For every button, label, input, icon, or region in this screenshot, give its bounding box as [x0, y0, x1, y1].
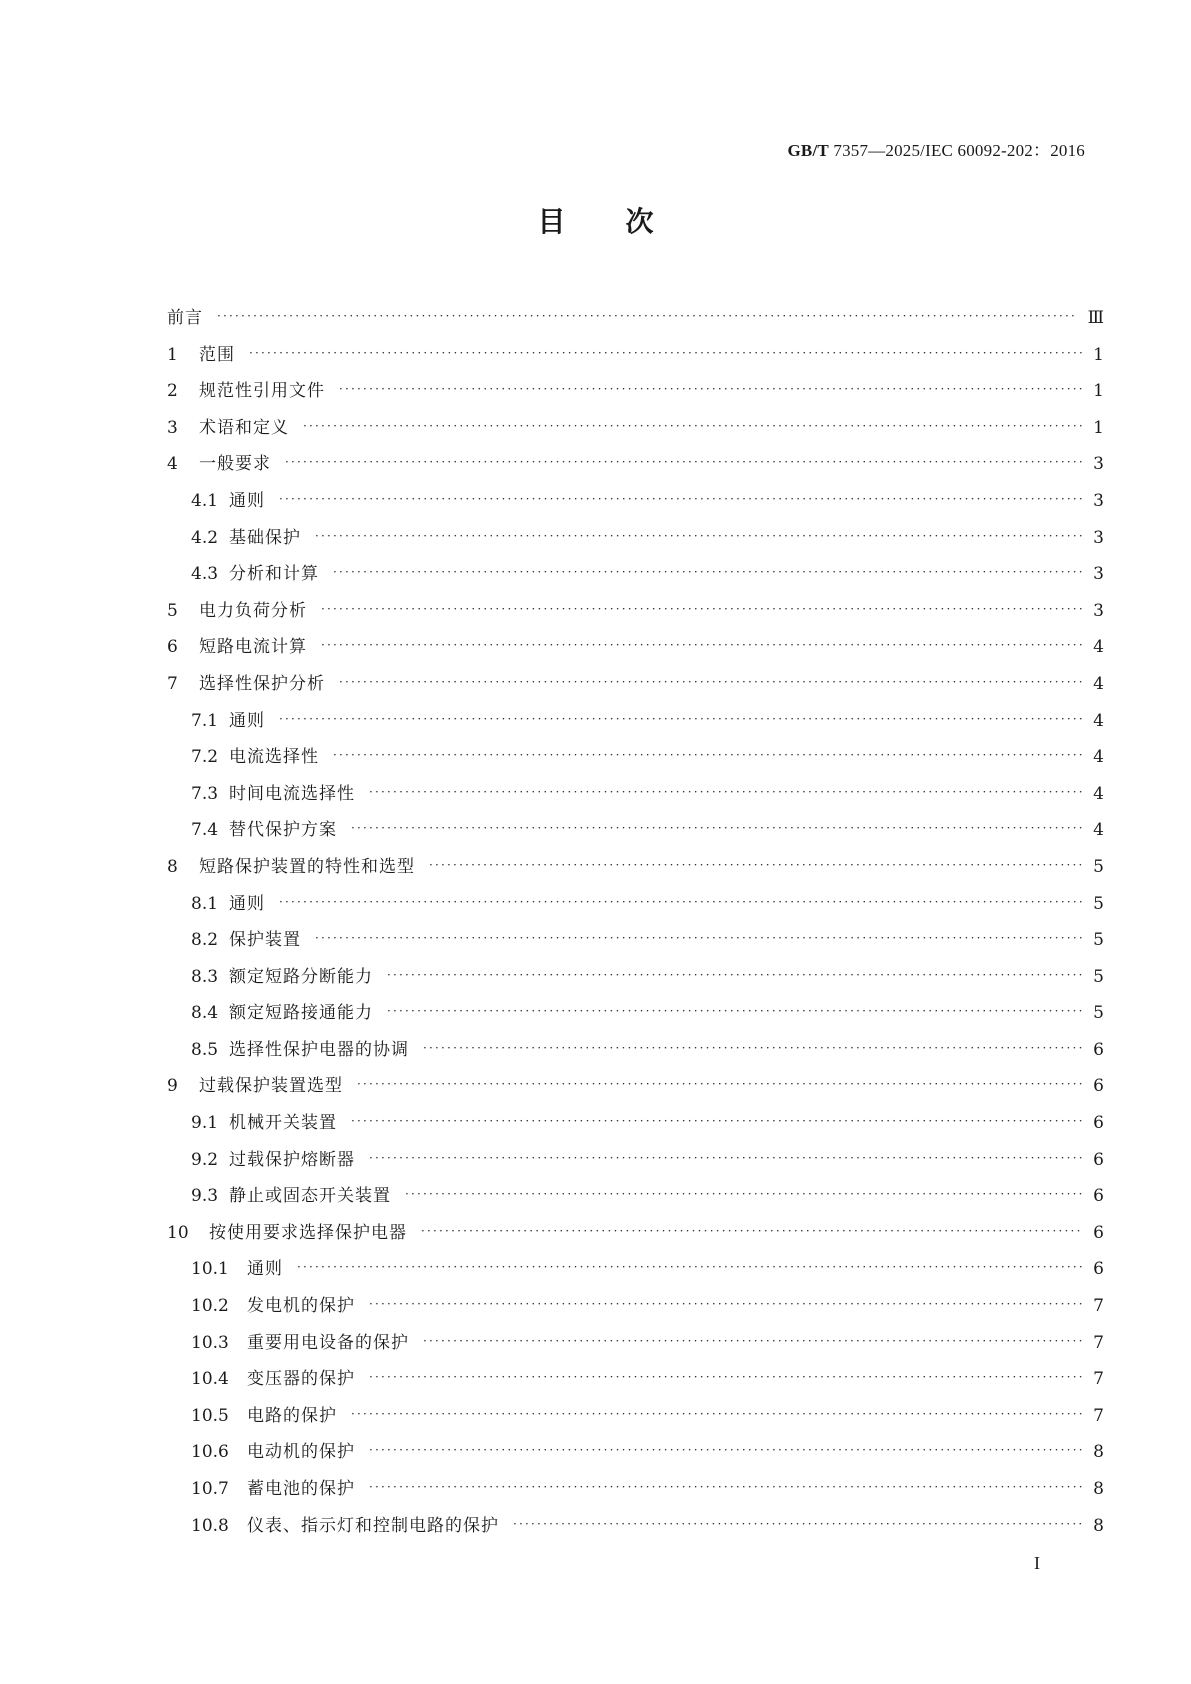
toc-entry-number: 7.3 [191, 783, 219, 804]
toc-leader-dots [369, 1297, 1082, 1311]
toc-entry-number: 10.2 [191, 1296, 229, 1317]
toc-entry-title: 前言 [167, 308, 203, 328]
toc-leader-dots [423, 1041, 1082, 1055]
toc-entry[interactable] [167, 376, 1104, 413]
toc-entry-number: 6 [167, 637, 178, 658]
toc-leader-dots [387, 968, 1082, 982]
toc-entry-page: 8 [1093, 1515, 1104, 1536]
toc-leader-dots [321, 602, 1082, 616]
toc-entry-page: 6 [1093, 1113, 1104, 1134]
toc-leader-dots [369, 1443, 1082, 1457]
toc-entry-number: 8.1 [191, 893, 219, 914]
toc-entry-title: 重要用电设备的保护 [247, 1332, 409, 1353]
toc-entry-number: 4.3 [191, 564, 219, 585]
toc-entry-page: 7 [1093, 1405, 1104, 1426]
toc-leader-dots [303, 419, 1082, 433]
toc-entry[interactable] [167, 998, 1104, 1035]
toc-entry-number: 4.1 [191, 490, 219, 511]
toc-entry-number: 5 [167, 600, 178, 621]
toc-leader-dots [429, 858, 1082, 872]
toc-entry-page: 6 [1093, 1076, 1104, 1097]
toc-entry[interactable] [167, 815, 1104, 852]
toc-entry-number: 9.2 [191, 1149, 219, 1170]
toc-entry[interactable] [167, 962, 1104, 999]
toc-entry-page: 6 [1093, 1222, 1104, 1243]
toc-entry-title: 机械开关装置 [229, 1113, 337, 1134]
toc-entry[interactable] [167, 669, 1104, 706]
toc-leader-dots [351, 821, 1082, 835]
toc-entry-page: 4 [1093, 747, 1104, 768]
toc-entry-title: 额定短路接通能力 [229, 1003, 373, 1024]
toc-entry-number: 7.2 [191, 747, 219, 768]
toc-entry-page: 8 [1093, 1479, 1104, 1499]
toc-entry-title: 静止或固态开关装置 [229, 1186, 391, 1207]
toc-leader-dots [369, 1151, 1082, 1165]
toc-entry-title: 通则 [229, 490, 265, 511]
toc-entry[interactable] [167, 1511, 1104, 1548]
toc-entry[interactable] [167, 559, 1104, 596]
toc-leader-dots [279, 492, 1082, 506]
toc-entry-title: 按使用要求选择保护电器 [209, 1222, 407, 1243]
toc-entry-page: 5 [1093, 930, 1104, 951]
toc-leader-dots [387, 1004, 1082, 1018]
toc-entry-title: 选择性保护分析 [199, 673, 325, 694]
toc-leader-dots [339, 675, 1082, 689]
toc-entry-title: 替代保护方案 [229, 820, 337, 841]
toc-entry-title: 分析和计算 [229, 564, 319, 585]
toc-entry-title: 选择性保护电器的协调 [229, 1039, 409, 1060]
toc-leader-dots [369, 1480, 1082, 1494]
toc-entry-number: 1 [167, 344, 178, 365]
toc-entry[interactable] [167, 742, 1104, 779]
toc-entry-number: 9.1 [191, 1113, 219, 1134]
toc-entry-page: 8 [1093, 1442, 1104, 1463]
toc-entry-title: 通则 [229, 710, 265, 731]
toc-leader-dots [357, 1077, 1082, 1091]
toc-entry-title: 变压器的保护 [247, 1369, 355, 1390]
toc-entry-number: 10.6 [191, 1442, 229, 1463]
toc-leader-dots [217, 309, 1078, 323]
toc-entry[interactable] [167, 1108, 1104, 1145]
toc-entry-number: 8.3 [191, 966, 219, 987]
toc-entry-title: 通则 [247, 1259, 283, 1280]
page-title: 目次 [537, 205, 714, 238]
toc-entry-title: 术语和定义 [199, 417, 289, 438]
standard-code: 7357—2025/IEC 60092-202：2016 [828, 141, 1085, 160]
toc-entry-page: 3 [1093, 490, 1104, 511]
toc-entry-number: 10.7 [191, 1479, 229, 1499]
toc-entry-page: 3 [1093, 564, 1104, 585]
toc-entry[interactable] [167, 303, 1104, 340]
toc-leader-dots [321, 638, 1082, 652]
toc-leader-dots [297, 1260, 1082, 1274]
toc-leader-dots [369, 785, 1082, 799]
toc-entry-page: 1 [1093, 417, 1104, 438]
toc-leader-dots [405, 1187, 1082, 1201]
toc-entry-page: 1 [1093, 381, 1104, 402]
toc-entry-number: 9 [167, 1076, 178, 1097]
toc-leader-dots [333, 748, 1082, 762]
toc-entry-number: 10.8 [191, 1515, 229, 1536]
toc-entry[interactable] [167, 1437, 1104, 1474]
toc-entry-number: 3 [167, 417, 178, 438]
toc-entry[interactable] [167, 1181, 1104, 1218]
toc-entry-title: 电动机的保护 [247, 1442, 355, 1463]
toc-entry-page: 5 [1093, 1003, 1104, 1024]
toc-entry-number: 10.4 [191, 1369, 229, 1390]
toc-entry-title: 电路的保护 [247, 1405, 337, 1426]
toc-entry-page: 6 [1093, 1259, 1104, 1280]
toc-entry-page: 4 [1093, 783, 1104, 804]
toc-entry-page: Ⅲ [1087, 308, 1104, 328]
toc-entry-number: 10 [167, 1222, 189, 1243]
toc-entry-title: 时间电流选择性 [229, 783, 355, 804]
toc-entry-page: 7 [1093, 1296, 1104, 1317]
toc-entry[interactable] [167, 1035, 1104, 1072]
toc-leader-dots [423, 1334, 1082, 1348]
page-number: I [1034, 1553, 1040, 1573]
toc-entry[interactable] [167, 1254, 1104, 1291]
toc-leader-dots [369, 1370, 1082, 1384]
toc-entry-title: 电流选择性 [229, 747, 319, 768]
toc-entry[interactable] [167, 852, 1104, 889]
toc-entry-title: 保护装置 [229, 930, 301, 951]
toc-entry-page: 6 [1093, 1149, 1104, 1170]
toc-entry-title: 通则 [229, 893, 265, 914]
toc-leader-dots [279, 895, 1082, 909]
toc-entry-title: 范围 [199, 344, 235, 365]
toc-entry-number: 2 [167, 381, 178, 402]
toc-entry-number: 4 [167, 454, 178, 475]
toc-entry-number: 8.5 [191, 1039, 219, 1060]
toc-entry-page: 6 [1093, 1186, 1104, 1207]
toc-entry-number: 10.1 [191, 1259, 229, 1280]
toc-entry-page: 3 [1093, 527, 1104, 548]
toc-entry-title: 过载保护熔断器 [229, 1149, 355, 1170]
toc-entry[interactable] [167, 889, 1104, 926]
toc-entry[interactable] [167, 340, 1104, 377]
toc-entry[interactable] [167, 925, 1104, 962]
toc-entry-page: 6 [1093, 1039, 1104, 1060]
toc-entry[interactable] [167, 1145, 1104, 1182]
toc-entry-title: 发电机的保护 [247, 1296, 355, 1317]
toc-entry-title: 规范性引用文件 [199, 381, 325, 402]
toc-entry-title: 电力负荷分析 [199, 600, 307, 621]
toc-entry-number: 8 [167, 856, 178, 877]
toc-entry-page: 5 [1093, 856, 1104, 877]
toc-leader-dots [351, 1407, 1082, 1421]
toc-entry[interactable] [167, 632, 1104, 669]
toc-entry-number: 4.2 [191, 527, 219, 548]
toc-entry[interactable] [167, 486, 1104, 523]
toc-entry[interactable] [167, 1364, 1104, 1401]
standard-number [787, 136, 1085, 161]
toc-entry-number: 8.4 [191, 1003, 219, 1024]
toc-entry-page: 4 [1093, 710, 1104, 731]
toc-entry-title: 蓄电池的保护 [247, 1479, 355, 1499]
table-of-contents [167, 303, 1104, 1547]
toc-entry[interactable] [167, 413, 1104, 450]
toc-entry-title: 短路保护装置的特性和选型 [199, 856, 415, 877]
toc-entry-page: 5 [1093, 966, 1104, 987]
toc-entry-number: 7.4 [191, 820, 219, 841]
toc-leader-dots [315, 529, 1082, 543]
toc-entry-page: 4 [1093, 820, 1104, 841]
toc-entry[interactable] [167, 596, 1104, 633]
toc-entry-page: 4 [1093, 637, 1104, 658]
toc-entry[interactable] [167, 1218, 1104, 1255]
toc-entry-number: 10.5 [191, 1405, 229, 1426]
toc-entry-title: 一般要求 [199, 454, 271, 475]
toc-leader-dots [339, 382, 1082, 396]
toc-entry-title: 额定短路分断能力 [229, 966, 373, 987]
toc-entry[interactable] [167, 1401, 1104, 1438]
standard-prefix: GB/T [787, 141, 829, 160]
toc-entry-title: 过载保护装置选型 [199, 1076, 343, 1097]
toc-leader-dots [421, 1224, 1082, 1238]
toc-entry-page: 3 [1093, 600, 1104, 621]
toc-entry[interactable] [167, 1474, 1104, 1511]
toc-leader-dots [351, 1114, 1082, 1128]
toc-entry-page: 1 [1093, 344, 1104, 365]
toc-leader-dots [513, 1517, 1082, 1531]
toc-entry[interactable] [167, 523, 1104, 560]
toc-entry-title: 基础保护 [229, 527, 301, 548]
toc-entry-page: 4 [1093, 673, 1104, 694]
toc-entry-page: 7 [1093, 1332, 1104, 1353]
toc-entry-number: 10.3 [191, 1332, 229, 1353]
toc-entry[interactable] [167, 779, 1104, 816]
toc-entry-page: 7 [1093, 1369, 1104, 1390]
toc-entry-number: 7.1 [191, 710, 219, 731]
toc-leader-dots [249, 346, 1082, 360]
toc-entry[interactable] [167, 706, 1104, 743]
toc-entry[interactable] [167, 1071, 1104, 1108]
toc-entry-title: 短路电流计算 [199, 637, 307, 658]
toc-leader-dots [333, 565, 1082, 579]
toc-leader-dots [285, 455, 1082, 469]
toc-entry[interactable] [167, 1328, 1104, 1365]
toc-entry-number: 8.2 [191, 930, 219, 951]
toc-entry[interactable] [167, 1291, 1104, 1328]
toc-entry-page: 5 [1093, 893, 1104, 914]
toc-leader-dots [279, 712, 1082, 726]
toc-entry-number: 9.3 [191, 1186, 219, 1207]
toc-entry-title: 仪表、指示灯和控制电路的保护 [247, 1515, 499, 1536]
toc-leader-dots [315, 931, 1082, 945]
toc-entry-page: 3 [1093, 454, 1104, 475]
toc-entry[interactable] [167, 449, 1104, 486]
toc-entry-number: 7 [167, 673, 178, 694]
